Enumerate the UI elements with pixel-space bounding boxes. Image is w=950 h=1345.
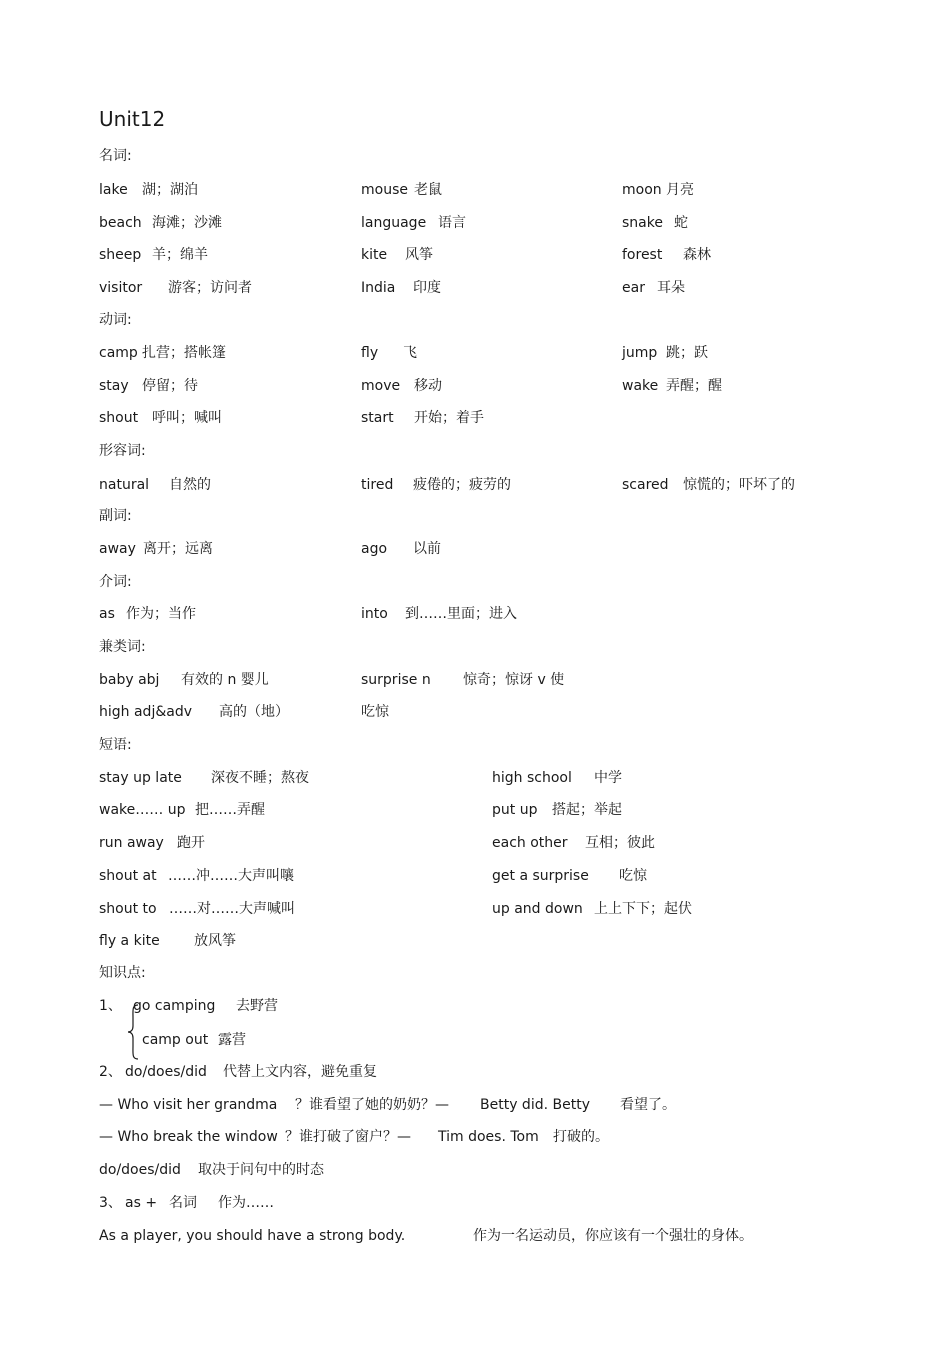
phrase-meaning: 把……弄醒 (195, 802, 265, 818)
vocab-entry (361, 476, 511, 494)
phrase-meaning: 去野营 (236, 998, 278, 1014)
vocab-meaning: 风筝 (405, 247, 433, 263)
vocab-word: moon (622, 182, 662, 198)
vocab-word: India (361, 280, 396, 296)
vocab-meaning: 月亮 (666, 182, 694, 198)
phrase-meaning: ……冲……大声叫嚷 (168, 868, 294, 884)
vocab-entry (361, 279, 441, 297)
phrase-meaning: 互相；彼此 (585, 835, 655, 851)
page-title: Unit12 (99, 107, 166, 131)
point-3-word: as + (125, 1195, 158, 1211)
vocab-meaning: 老鼠 (414, 182, 442, 198)
vocab-meaning: 离开；远离 (143, 541, 213, 557)
vocab-meaning: 飞 (403, 345, 417, 361)
vocab-meaning: 停留；待 (142, 378, 198, 394)
section-heading-multi: 兼类词: (99, 639, 146, 655)
vocab-word: start (361, 410, 394, 426)
phrase-entry (492, 867, 647, 885)
vocab-word: shout (99, 410, 139, 426)
phrase-meaning: 中学 (594, 770, 622, 786)
vocab-word: kite (361, 247, 388, 263)
vocab-entry (622, 214, 688, 232)
vocab-entry (99, 279, 252, 297)
point-3-meaning-1: 名词 (169, 1195, 197, 1211)
phrase-entry (142, 1031, 246, 1049)
vocab-meaning-continued: 吃惊 (361, 704, 389, 720)
vocab-word: camp (99, 345, 138, 361)
phrase-word: high school (492, 770, 572, 786)
vocab-word: baby abj (99, 672, 160, 688)
vocab-entry (99, 214, 222, 232)
vocab-meaning: 森林 (683, 247, 711, 263)
phrase-meaning: 搭起；举起 (552, 802, 622, 818)
vocab-entry (622, 377, 722, 395)
vocab-meaning: 开始；着手 (414, 410, 484, 426)
vocab-meaning: 印度 (413, 280, 441, 296)
note (99, 1161, 324, 1179)
vocab-entry (361, 409, 484, 427)
vocab-meaning: 海滩；沙滩 (152, 215, 222, 231)
vocab-entry (99, 703, 289, 721)
vocab-word: ear (622, 280, 645, 296)
vocab-word: away (99, 541, 136, 557)
point-3-number: 3、 (99, 1195, 122, 1211)
section-heading-phrases: 短语: (99, 737, 132, 753)
vocab-entry (622, 476, 795, 494)
phrase-entry (99, 900, 295, 918)
vocab-meaning: 游客；访问者 (168, 280, 252, 296)
vocab-entry (99, 671, 269, 689)
vocab-meaning: 跳；跃 (666, 345, 708, 361)
vocab-word: high adj&adv (99, 704, 192, 720)
example-1-answer: Betty did. Betty (480, 1097, 590, 1113)
phrase-entry (99, 769, 309, 787)
vocab-word: ago (361, 541, 388, 557)
vocab-entry (361, 246, 433, 264)
phrase-entry (99, 932, 236, 950)
vocab-word: surprise n (361, 672, 431, 688)
phrase-entry (99, 801, 265, 819)
vocab-meaning: 耳朵 (657, 280, 685, 296)
phrase-entry (492, 834, 655, 852)
vocab-entry (361, 605, 517, 623)
section-heading-verbs: 动词: (99, 312, 132, 328)
vocab-entry (99, 476, 211, 494)
example-2-answer-cn: 打破的。 (553, 1129, 609, 1145)
vocab-word: wake (622, 378, 659, 394)
phrase-word: fly a kite (99, 933, 160, 949)
phrase-meaning: 跑开 (177, 835, 205, 851)
vocab-word: stay (99, 378, 129, 394)
phrase-entry (492, 769, 622, 787)
phrase-word: run away (99, 835, 164, 851)
phrase-meaning: 深夜不睡；熬夜 (211, 770, 309, 786)
vocab-entry (361, 540, 441, 558)
point-3-meaning-2: 作为…… (218, 1195, 274, 1211)
vocab-meaning: 有效的 n 婴儿 (181, 672, 269, 688)
point-2-meaning: 代替上文内容，避免重复 (223, 1064, 377, 1080)
vocab-meaning: 到……里面；进入 (405, 606, 517, 622)
phrase-meaning: 露营 (218, 1032, 246, 1048)
phrase-word: each other (492, 835, 568, 851)
section-heading-adjectives: 形容词: (99, 443, 146, 459)
phrase-word: up and down (492, 901, 583, 917)
vocab-word: snake (622, 215, 663, 231)
vocab-meaning: 疲倦的；疲劳的 (413, 477, 511, 493)
note-word: do/does/did (99, 1162, 181, 1178)
phrase-word: get a surprise (492, 868, 589, 884)
vocab-entry (622, 279, 685, 297)
phrase-entry (492, 900, 692, 918)
vocab-word: mouse (361, 182, 408, 198)
vocab-meaning: 惊慌的；吓坏了的 (683, 477, 795, 493)
vocab-entry (361, 214, 466, 232)
point-3 (99, 1194, 274, 1212)
example-2-question: — Who break the window (99, 1129, 278, 1145)
example-1-question: — Who visit her grandma (99, 1097, 278, 1113)
vocab-meaning: 扎营；搭帐篷 (142, 345, 226, 361)
vocab-entry (99, 181, 198, 199)
vocab-entry (361, 344, 417, 362)
phrase-entry (99, 867, 294, 885)
phrase-word: go camping (133, 998, 216, 1014)
vocab-word: fly (361, 345, 379, 361)
vocab-entry (361, 671, 564, 689)
vocab-word: scared (622, 477, 669, 493)
vocab-meaning: 呼叫；喊叫 (152, 410, 222, 426)
vocab-meaning: 蛇 (674, 215, 688, 231)
vocab-meaning: 湖；湖泊 (142, 182, 198, 198)
vocab-word: visitor (99, 280, 143, 296)
example-1 (99, 1096, 676, 1114)
vocab-word: tired (361, 477, 394, 493)
vocab-word: language (361, 215, 427, 231)
phrase-meaning: ……对……大声喊叫 (169, 901, 295, 917)
vocab-entry (622, 181, 694, 199)
vocab-word: forest (622, 247, 663, 263)
section-heading-adverbs: 副词: (99, 508, 132, 524)
point-2-number: 2、 (99, 1064, 122, 1080)
example-2-answer: Tim does. Tom (438, 1129, 539, 1145)
example-1-answer-cn: 看望了。 (620, 1097, 676, 1113)
vocab-entry (99, 540, 213, 558)
vocab-meaning: 移动 (414, 378, 442, 394)
vocab-entry (99, 605, 196, 623)
vocab-meaning: 自然的 (169, 477, 211, 493)
section-heading-points: 知识点: (99, 965, 146, 981)
vocab-meaning: 惊奇；惊讶 v 使 (463, 672, 565, 688)
vocab-meaning: 语言 (438, 215, 466, 231)
point-1-number: 1、 (99, 998, 122, 1014)
vocab-word: as (99, 606, 115, 622)
vocab-meaning: 作为；当作 (126, 606, 196, 622)
phrase-entry (492, 801, 622, 819)
vocab-entry (361, 181, 442, 199)
point-2-word: do/does/did (125, 1064, 207, 1080)
vocab-entry (99, 377, 198, 395)
vocab-word: move (361, 378, 401, 394)
phrase-entry (133, 997, 278, 1015)
phrase-word: shout at (99, 868, 157, 884)
phrase-word: shout to (99, 901, 157, 917)
phrase-word: camp out (142, 1032, 209, 1048)
phrase-entry (99, 834, 205, 852)
vocab-word: beach (99, 215, 142, 231)
phrase-word: wake…… up (99, 802, 186, 818)
vocab-word: sheep (99, 247, 142, 263)
vocab-entry (99, 409, 222, 427)
example-3-chinese: 作为一名运动员，你应该有一个强壮的身体。 (473, 1228, 753, 1244)
phrase-word: stay up late (99, 770, 182, 786)
vocab-meaning: 以前 (413, 541, 441, 557)
vocab-word: into (361, 606, 388, 622)
curly-brace-icon (126, 1004, 140, 1060)
example-1-question-cn: ？谁看望了她的奶奶？— (295, 1097, 449, 1113)
example-3-english: As a player, you should have a strong body. (99, 1228, 406, 1244)
point-2 (99, 1063, 377, 1081)
example-2-question-cn: ？谁打破了窗户？— (285, 1129, 411, 1145)
vocab-meaning: 弄醒；醒 (666, 378, 722, 394)
section-heading-nouns: 名词: (99, 148, 132, 164)
note-meaning: 取决于问句中的时态 (198, 1162, 324, 1178)
vocab-word: lake (99, 182, 128, 198)
vocab-word: jump (622, 345, 658, 361)
vocab-entry (622, 344, 708, 362)
phrase-meaning: 上上下下；起伏 (594, 901, 692, 917)
vocab-entry (361, 377, 442, 395)
vocab-meaning: 羊；绵羊 (152, 247, 208, 263)
vocab-entry (99, 344, 226, 362)
phrase-word: put up (492, 802, 538, 818)
phrase-meaning: 放风筝 (194, 933, 236, 949)
phrase-meaning: 吃惊 (619, 868, 647, 884)
vocab-word: natural (99, 477, 150, 493)
vocab-entry (622, 246, 711, 264)
section-heading-prepositions: 介词: (99, 574, 132, 590)
example-2 (99, 1128, 609, 1146)
vocab-entry (99, 246, 208, 264)
vocab-meaning: 高的（地） (219, 704, 289, 720)
